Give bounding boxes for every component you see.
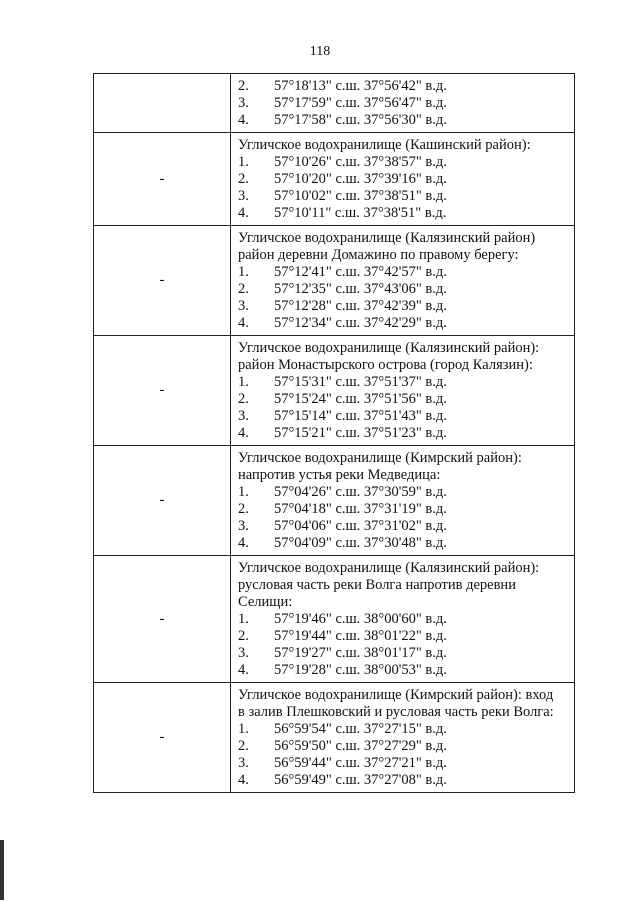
row-content-cell bbox=[231, 683, 575, 793]
coordinate-value: 57°04'06" с.ш. 37°31'02" в.д. bbox=[274, 518, 447, 534]
coordinate-number: 3. bbox=[238, 298, 249, 314]
row-content-cell bbox=[231, 556, 575, 683]
row-marker-cell bbox=[94, 446, 231, 556]
coordinate-number: 4. bbox=[238, 205, 249, 221]
coordinate-item bbox=[238, 205, 568, 222]
table-row bbox=[94, 336, 575, 446]
coordinate-value: 57°12'41" с.ш. 37°42'57" в.д. bbox=[274, 264, 447, 280]
coordinate-item bbox=[238, 78, 568, 95]
row-marker: - bbox=[159, 610, 165, 627]
coordinate-item bbox=[238, 425, 568, 442]
table-row bbox=[94, 226, 575, 336]
coordinate-number: 2. bbox=[238, 501, 249, 517]
coordinate-number: 3. bbox=[238, 408, 249, 424]
table-body bbox=[94, 74, 575, 793]
coordinate-item bbox=[238, 298, 568, 315]
coordinate-number: 4. bbox=[238, 535, 249, 551]
coordinate-item bbox=[238, 264, 568, 281]
coordinate-item bbox=[238, 535, 568, 552]
coordinate-item bbox=[238, 611, 568, 628]
row-content-cell bbox=[231, 133, 575, 226]
table-row bbox=[94, 133, 575, 226]
coordinate-item bbox=[238, 645, 568, 662]
coordinate-item bbox=[238, 484, 568, 501]
coordinate-number: 2. bbox=[238, 281, 249, 297]
coordinate-item bbox=[238, 662, 568, 679]
location-description: Угличское водохранилище (Кашинский район): bbox=[238, 137, 531, 153]
location-description: в залив Плешковский и русловая часть реки Волга: bbox=[238, 704, 554, 720]
row-content-cell bbox=[231, 446, 575, 556]
page-number: 118 bbox=[309, 44, 331, 59]
coordinate-value: 57°04'18" с.ш. 37°31'19" в.д. bbox=[274, 501, 447, 517]
location-description: Угличское водохранилище (Калязинский район) bbox=[238, 230, 536, 246]
table-row bbox=[94, 683, 575, 793]
coordinate-value: 57°04'26" с.ш. 37°30'59" в.д. bbox=[274, 484, 447, 500]
table-row bbox=[94, 446, 575, 556]
row-content-cell bbox=[231, 226, 575, 336]
coordinate-item bbox=[238, 154, 568, 171]
coordinate-item bbox=[238, 112, 568, 129]
coordinate-value: 57°04'09" с.ш. 37°30'48" в.д. bbox=[274, 535, 447, 551]
coordinate-item bbox=[238, 738, 568, 755]
coordinate-item bbox=[238, 772, 568, 789]
location-description: Угличское водохранилище (Кимрский район): bbox=[238, 450, 522, 466]
coordinate-number: 2. bbox=[238, 628, 249, 644]
coordinate-value: 57°10'26" с.ш. 37°38'57" в.д. bbox=[274, 154, 447, 170]
coordinate-number: 1. bbox=[238, 611, 249, 627]
row-marker-cell bbox=[94, 336, 231, 446]
coordinate-value: 57°17'59" с.ш. 37°56'47" в.д. bbox=[274, 95, 447, 111]
coordinate-number: 2. bbox=[238, 738, 249, 754]
scan-edge-mark bbox=[0, 840, 4, 900]
row-content-cell bbox=[231, 74, 575, 133]
coordinate-item bbox=[238, 408, 568, 425]
row-marker-cell bbox=[94, 683, 231, 793]
coordinate-value: 57°12'35" с.ш. 37°43'06" в.д. bbox=[274, 281, 447, 297]
coordinate-number: 1. bbox=[238, 264, 249, 280]
coordinate-value: 57°10'02" с.ш. 37°38'51" в.д. bbox=[274, 188, 447, 204]
coordinate-value: 57°19'28" с.ш. 38°00'53" в.д. bbox=[274, 662, 447, 678]
coordinate-item bbox=[238, 628, 568, 645]
row-marker: - bbox=[159, 492, 165, 508]
coordinate-number: 4. bbox=[238, 112, 249, 128]
location-description: Угличское водохранилище (Калязинский район): bbox=[238, 340, 540, 356]
coordinate-item bbox=[238, 188, 568, 205]
coordinate-item bbox=[238, 755, 568, 772]
coordinate-value: 57°12'28" с.ш. 37°42'39" в.д. bbox=[274, 298, 447, 314]
coordinate-item bbox=[238, 391, 568, 408]
coordinate-number: 4. bbox=[238, 315, 249, 331]
row-marker: - bbox=[159, 382, 165, 398]
coordinate-item bbox=[238, 721, 568, 738]
row-marker-cell bbox=[94, 74, 231, 133]
coordinate-value: 57°12'34" с.ш. 37°42'29" в.д. bbox=[274, 315, 447, 331]
coordinate-value: 57°15'24" с.ш. 37°51'56" в.д. bbox=[274, 391, 447, 407]
coordinate-number: 3. bbox=[238, 755, 249, 771]
row-marker-cell bbox=[94, 226, 231, 336]
coordinate-number: 1. bbox=[238, 484, 249, 500]
row-marker: - bbox=[159, 170, 165, 187]
row-marker: - bbox=[159, 272, 165, 288]
row-marker-cell bbox=[94, 133, 231, 226]
table-row bbox=[94, 556, 575, 683]
coordinate-item bbox=[238, 171, 568, 188]
location-description: Угличское водохранилище (Кимрский район): вход bbox=[238, 687, 554, 703]
location-description: напротив устья реки Медведица: bbox=[238, 467, 441, 483]
table-row bbox=[94, 74, 575, 133]
coordinate-number: 1. bbox=[238, 721, 249, 737]
location-description: Селищи: bbox=[238, 594, 293, 610]
coordinate-value: 57°10'11" с.ш. 37°38'51" в.д. bbox=[274, 205, 447, 221]
coordinate-number: 3. bbox=[238, 95, 249, 111]
location-description: Угличское водохранилище (Калязинский район): bbox=[238, 560, 540, 576]
coordinate-item bbox=[238, 518, 568, 535]
coordinate-number: 2. bbox=[238, 171, 249, 187]
coordinate-number: 3. bbox=[238, 645, 249, 661]
coordinate-value: 57°15'31" с.ш. 37°51'37" в.д. bbox=[274, 374, 447, 390]
coordinate-value: 57°19'46" с.ш. 38°00'60" в.д. bbox=[274, 611, 447, 627]
location-description: русловая часть реки Волга напротив деревни bbox=[238, 577, 516, 593]
coordinate-value: 57°19'44" с.ш. 38°01'22" в.д. bbox=[274, 628, 447, 644]
coordinate-value: 57°17'58" с.ш. 37°56'30" в.д. bbox=[274, 112, 447, 128]
row-content-cell bbox=[231, 336, 575, 446]
coordinate-item bbox=[238, 374, 568, 391]
coordinate-number: 2. bbox=[238, 78, 249, 94]
coordinate-value: 57°15'14" с.ш. 37°51'43" в.д. bbox=[274, 408, 447, 424]
coordinate-value: 57°18'13" с.ш. 37°56'42" в.д. bbox=[274, 78, 447, 94]
coordinate-value: 57°15'21" с.ш. 37°51'23" в.д. bbox=[274, 425, 447, 441]
coordinate-item bbox=[238, 501, 568, 518]
coordinate-value: 56°59'50" с.ш. 37°27'29" в.д. bbox=[274, 738, 447, 754]
coordinates-table bbox=[93, 73, 575, 793]
coordinate-value: 56°59'49" с.ш. 37°27'08" в.д. bbox=[274, 772, 447, 788]
coordinate-value: 56°59'44" с.ш. 37°27'21" в.д. bbox=[274, 755, 447, 771]
coordinate-number: 1. bbox=[238, 154, 249, 170]
coordinate-number: 2. bbox=[238, 391, 249, 407]
row-marker-cell bbox=[94, 556, 231, 683]
coordinate-number: 4. bbox=[238, 772, 249, 788]
coordinate-value: 56°59'54" с.ш. 37°27'15" в.д. bbox=[274, 721, 447, 737]
coordinate-number: 1. bbox=[238, 374, 249, 390]
coordinate-number: 4. bbox=[238, 662, 249, 678]
coordinate-number: 4. bbox=[238, 425, 249, 441]
coordinate-item bbox=[238, 315, 568, 332]
location-description: район деревни Домажино по правому берегу: bbox=[238, 247, 519, 263]
coordinate-number: 3. bbox=[238, 188, 249, 204]
coordinate-value: 57°19'27" с.ш. 38°01'17" в.д. bbox=[274, 645, 447, 661]
coordinate-value: 57°10'20" с.ш. 37°39'16" в.д. bbox=[274, 171, 447, 187]
coordinate-item bbox=[238, 281, 568, 298]
coordinate-number: 3. bbox=[238, 518, 249, 534]
coordinate-item bbox=[238, 95, 568, 112]
location-description: район Монастырского острова (город Калязин): bbox=[238, 357, 533, 373]
row-marker: - bbox=[159, 729, 165, 745]
